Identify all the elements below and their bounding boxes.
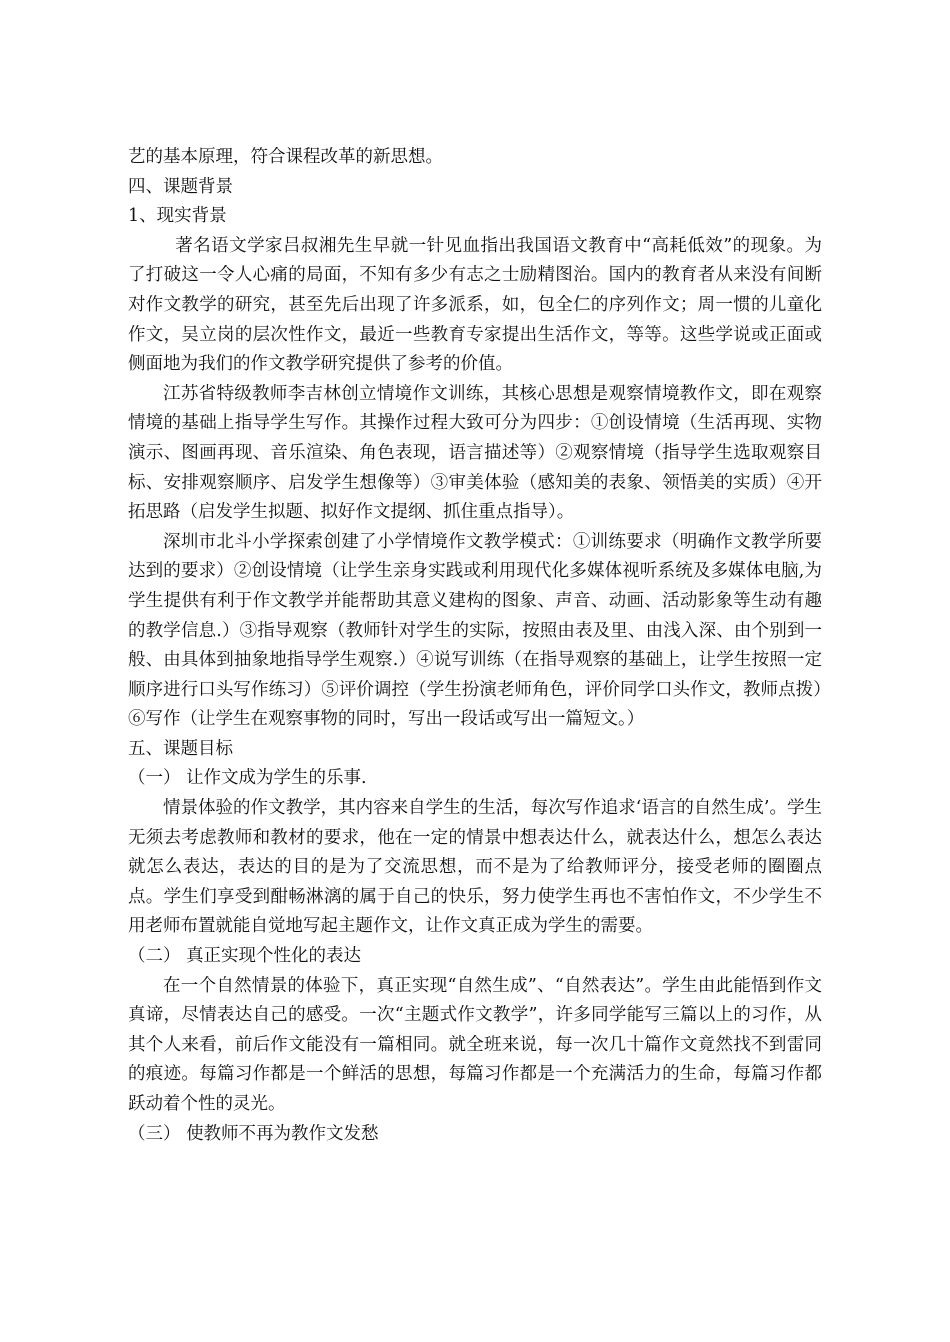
subsection-heading-reality: 1、现实背景 xyxy=(128,206,227,227)
paragraph-goal-2: 在一个自然情景的体验下，真正实现“自然生成”、“自然表达”。学生由此能悟到作文真谛，尽情表达自己的感受。一次“主题式作文教学”，许多同学能写三篇以上的习作，从其个人来看，前后作文能没有一篇相同。就全班来说，每一次几十篇作文竟然找不到雷同的痕迹。每篇习作都是一个鲜活的思想，每篇习作都是一个充满活力的生命，每篇习作都跃动着个性的灵光。 xyxy=(128,975,822,1114)
paragraph-continuation: 艺的基本原理，符合课程改革的新思想。 xyxy=(128,147,443,167)
goal-heading-1: （一） 让作文成为学生的乐事. xyxy=(128,768,367,789)
paragraph-shenzhen-beidou: 深圳市北斗小学探索创建了小学情境作文教学模式：①训练要求（明确作文教学所要达到的要求）②创设情境（让学生亲身实践或利用现代化多媒体视听系统及多媒体电脑,为学生提供有利于作文教学并能帮助其意义建构的图象、声音、动画、活动影象等生动有趣的教学信息.）③指导观察（教师针对学生的实际，按照由表及里、由浅入深、由个别到一般、由具体到抽象地指导学生观察.）④说写训练（在指导观察的基础上，让学生按照一定顺序进行口头写作练习）⑤评价调控（学生扮演老师角色，评价同学口头作文，教师点拨）⑥写作（让学生在观察事物的同时，写出一段话或写出一篇短文。） xyxy=(128,531,822,730)
section-heading-goals: 五、课题目标 xyxy=(128,738,233,759)
paragraph-li-jilin: 江苏省特级教师李吉林创立情境作文训练，其核心思想是观察情境教作文，即在观察情境的基础上指导学生写作。其操作过程大致可分为四步：①创设情境（生活再现、实物演示、图画再现、音乐渲染、角色表现，语言描述等）②观察情境（指导学生选取观察目标、安排观察顺序、启发学生想像等）③审美体验（感知美的表象、领悟美的实质）④开拓思路（启发学生拟题、拟好作文提纲、抓住重点指导）。 xyxy=(128,383,822,523)
document-body xyxy=(128,143,822,1149)
paragraph-lu-shuxiang: 著名语文学家吕叔湘先生早就一针见血指出我国语文教育中“高耗低效”的现象。为了打破这一令人心痛的局面，不知有多少有志之士励精图治。国内的教育者从来没有间断对作文教学的研究，甚至先后出现了许多派系，如，包全仁的序列作文；周一惯的儿童化作文，吴立岗的层次性作文，最近一些教育专家提出生活作文，等等。这些学说或正面或侧面地为我们的作文教学研究提供了参考的价值。 xyxy=(128,235,822,375)
goal-heading-3: （三） 使教师不再为教作文发愁 xyxy=(128,1123,379,1144)
goal-heading-2: （二） 真正实现个性化的表达 xyxy=(128,946,362,967)
section-heading-background: 四、课题背景 xyxy=(128,176,233,197)
paragraph-goal-1: 情景体验的作文教学，其内容来自学生的生活，每次写作追求‘语言的自然生成’。学生无须去考虑教师和教材的要求，他在一定的情景中想表达什么，就表达什么，想怎么表达就怎么表达，表达的目的是为了交流思想，而不是为了给教师评分，接受老师的圈圈点点。学生们享受到酣畅淋漓的属于自己的快乐，努力使学生再也不害怕作文，不少学生不用老师布置就能自觉地写起主题作文，让作文真正成为学生的需要。 xyxy=(128,798,822,937)
